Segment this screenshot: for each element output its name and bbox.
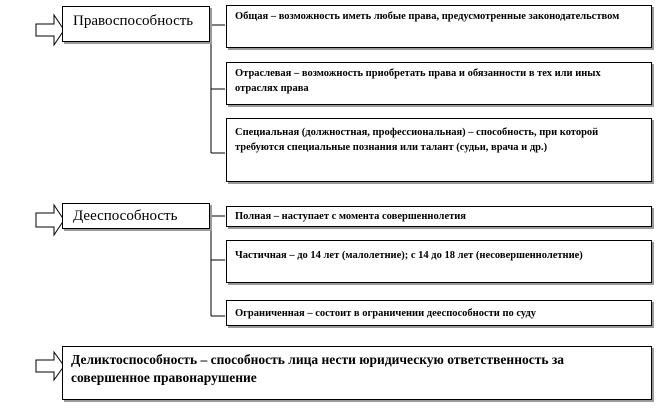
full-capacity-text: Полная – наступает с момента совершеннолетия [235, 211, 466, 222]
deesposobnost-box [62, 203, 210, 229]
arrow-icon [36, 15, 64, 45]
delictosposobnost-box [62, 346, 652, 400]
limited-capacity-text: Ограниченная – состоит в ограничении дееспособности по суду [235, 308, 537, 319]
sectoral-capacity-text: Отраслевая – возможность приобретать права и обязанности в тех или иных отраслях права [235, 68, 601, 94]
limited-capacity-box [226, 300, 652, 326]
special-capacity-text: Специальная (должностная, профессиональная) – способность, при которой требуются специальные познания или талант (судьи, врача и др.) [235, 127, 599, 153]
partial-capacity-box [226, 240, 652, 283]
special-capacity-box [226, 118, 652, 182]
partial-capacity-text: Частичная – до 14 лет (малолетние); с 14 до 18 лет (несовершеннолетние) [235, 250, 583, 261]
sectoral-capacity-box [226, 62, 652, 105]
pravosposobnost-title: Правоспособность [73, 13, 194, 29]
arrow-icon [36, 352, 64, 380]
delictosposobnost-text: Деликтоспособность – способность лица нести юридическую ответственность за совершенное правонарушение [71, 352, 565, 385]
arrow-icon [36, 205, 64, 235]
general-capacity-text: Общая – возможность иметь любые права, предусмотренные законодательством [235, 11, 620, 22]
pravosposobnost-box [62, 6, 210, 42]
full-capacity-box [226, 206, 652, 227]
deesposobnost-title: Дееспособность [73, 208, 178, 224]
general-capacity-box [226, 5, 652, 48]
